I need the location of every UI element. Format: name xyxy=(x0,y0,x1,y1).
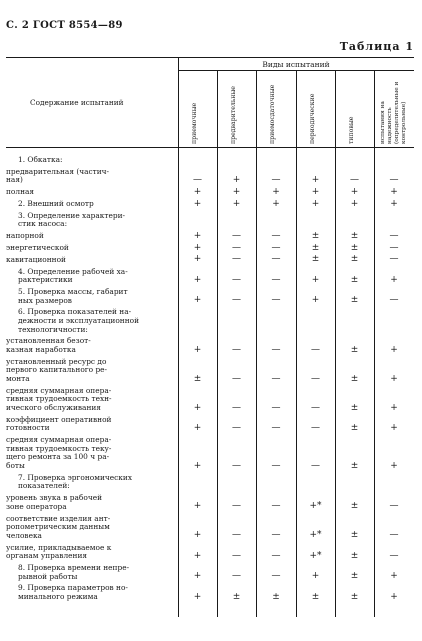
table-row-label: 3. Определение характери- стик насоса: xyxy=(18,210,126,229)
table-title: Таблица 1 xyxy=(339,40,414,53)
table-cell-mark: — xyxy=(389,242,399,253)
table-cell-mark: + xyxy=(311,295,320,306)
table-cell-mark: + xyxy=(390,460,398,471)
table-row-label: 2. Внешний осмотр xyxy=(18,199,94,208)
table-cell-mark: ± xyxy=(350,402,359,413)
table-cell-mark: ± xyxy=(311,254,320,265)
header-bottom-rule xyxy=(6,147,414,148)
table-cell-mark: ± xyxy=(350,254,359,265)
table-cell-mark: — xyxy=(232,530,241,541)
table-row-label: предварительная (частич- ная) xyxy=(6,166,110,185)
table-row-label: 8. Проверка времени непре- рывной работы xyxy=(18,563,130,581)
table-cell-mark: — xyxy=(271,501,281,512)
table-cell-mark: + xyxy=(390,198,398,209)
table-cell-mark: — xyxy=(271,460,281,471)
table-cell-mark: + xyxy=(272,186,280,197)
table-row-label: коэффициент оперативной готовности xyxy=(6,414,112,433)
table-cell-mark: — xyxy=(271,344,281,355)
table-cell-mark: — xyxy=(232,571,241,582)
column-header-label: приемосдаточные xyxy=(269,84,276,144)
table-cell-mark: + xyxy=(193,530,202,541)
table-cell-mark: ± xyxy=(311,242,320,253)
table-cell-mark: ± xyxy=(232,591,241,602)
table-cell-mark: — xyxy=(232,460,241,471)
table-row-label: установленный ресурс до первого капитального ре- монта xyxy=(6,356,108,383)
table-top-rule xyxy=(6,57,414,58)
table-row-label: 4. Определение рабочей ха- рактеристики xyxy=(18,266,128,285)
table-cell-mark: + xyxy=(193,501,202,512)
table-cell-mark: — xyxy=(232,373,241,384)
table-cell-mark: + xyxy=(193,295,202,306)
table-cell-mark: +* xyxy=(309,530,322,541)
table-cell-mark: + xyxy=(193,460,202,471)
table-cell-mark: ± xyxy=(311,591,320,602)
table-row-label: уровень звука в рабочей зоне оператора xyxy=(6,493,103,511)
table-cell-mark: — xyxy=(271,295,281,306)
table-row-label: установленная безот- казная наработка xyxy=(6,336,91,354)
column-divider xyxy=(256,70,257,617)
table-cell-mark: + xyxy=(193,571,202,582)
table-cell-mark: — xyxy=(232,242,241,253)
table-row-label: соответствие изделия ант- ропометрическим данным человека xyxy=(6,513,111,540)
table-cell-mark: + xyxy=(193,274,202,285)
table-cell-mark: + xyxy=(311,174,320,185)
table-cell-mark: ± xyxy=(350,242,359,253)
table-cell-mark: + xyxy=(193,242,202,253)
table-cell-mark: + xyxy=(311,186,320,197)
table-row-label: энергетической xyxy=(6,243,69,252)
table-cell-mark: — xyxy=(232,254,241,265)
table-cell-mark: — xyxy=(271,422,281,433)
column-header-label: испытания на надежность (определительные и контрольные) xyxy=(380,81,407,144)
column-header-label: приемочные xyxy=(190,102,198,144)
column-divider xyxy=(217,70,218,617)
table-cell-mark: — xyxy=(389,295,399,306)
table-cell-mark: ± xyxy=(193,373,202,384)
table-cell-mark: ± xyxy=(350,530,359,541)
table-cell-mark: + xyxy=(311,571,320,582)
table-cell-mark: + xyxy=(390,591,398,602)
table-cell-mark: — xyxy=(389,550,399,561)
table-cell-mark: — xyxy=(271,373,281,384)
table-cell-mark: — xyxy=(311,402,320,413)
first-column-header: Содержание испытаний xyxy=(30,98,124,107)
table-row-label: средняя суммарная опера- тивная трудоемкость теку- щего ремонта за 100 ч ра- боты xyxy=(6,435,112,470)
table-cell-mark: ± xyxy=(350,460,359,471)
table-cell-mark: — xyxy=(232,344,241,355)
table-cell-mark: + xyxy=(390,402,398,413)
column-divider xyxy=(374,70,375,617)
column-header-label: периодические xyxy=(308,93,316,144)
table-cell-mark: + xyxy=(193,230,202,241)
table-cell-mark: ± xyxy=(350,550,359,561)
table-cell-mark: — xyxy=(350,174,359,185)
table-cell-mark: — xyxy=(271,550,281,561)
table-cell-mark: — xyxy=(389,174,399,185)
column-divider xyxy=(296,70,297,617)
table-cell-mark: — xyxy=(232,230,241,241)
table-cell-mark: — xyxy=(271,254,281,265)
table-cell-mark: — xyxy=(311,373,320,384)
table-cell-mark: — xyxy=(271,571,281,582)
table-cell-mark: — xyxy=(232,422,241,433)
table-row-label: 5. Проверка массы, габарит ных размеров xyxy=(18,287,128,305)
table-cell-mark: + xyxy=(193,402,202,413)
table-cell-mark: ± xyxy=(350,422,359,433)
table-cell-mark: — xyxy=(311,422,320,433)
table-row-label: 9. Проверка параметров но- минального режима xyxy=(18,583,128,601)
table-cell-mark: + xyxy=(311,274,320,285)
table-cell-mark: + xyxy=(232,198,241,209)
table-cell-mark: + xyxy=(193,198,202,209)
table-cell-mark: +* xyxy=(309,550,322,561)
first-col-divider xyxy=(178,57,179,617)
table-cell-mark: — xyxy=(389,501,399,512)
table-cell-mark: + xyxy=(350,186,359,197)
table-cell-mark: + xyxy=(193,550,202,561)
table-cell-mark: + xyxy=(193,591,202,602)
table-cell-mark: + xyxy=(390,274,398,285)
table-row-label: 6. Проверка показателей на- дежности и эксплуатационной технологичности: xyxy=(18,307,140,334)
table-cell-mark: ± xyxy=(311,230,320,241)
table-row-label: полная xyxy=(6,187,35,197)
table-row-label: напорной xyxy=(6,231,44,241)
table-cell-mark: + xyxy=(390,571,398,582)
table-cell-mark: — xyxy=(193,174,202,185)
table-cell-mark: ± xyxy=(350,295,359,306)
table-cell-mark: — xyxy=(232,550,241,561)
group-header: Виды испытаний xyxy=(262,60,330,69)
table-cell-mark: — xyxy=(232,295,241,306)
table-cell-mark: + xyxy=(390,422,398,433)
table-row-label: средняя суммарная опера- тивная трудоемкость техн- ического обслуживания xyxy=(6,385,112,412)
table-row-label: 1. Обкатка: xyxy=(18,155,63,164)
table-cell-mark: ± xyxy=(350,373,359,384)
table-cell-mark: — xyxy=(271,530,281,541)
table-cell-mark: + xyxy=(232,174,241,185)
table-cell-mark: + xyxy=(272,198,280,209)
table-cell-mark: — xyxy=(311,460,320,471)
table-row-label: кавитационной xyxy=(6,254,66,264)
table-cell-mark: — xyxy=(232,274,241,285)
table-cell-mark: + xyxy=(390,186,398,197)
table-cell-mark: ± xyxy=(350,591,359,602)
table-cell-mark: — xyxy=(311,344,320,355)
table-cell-mark: ± xyxy=(350,501,359,512)
column-header-label: предварительные xyxy=(229,86,237,144)
table-cell-mark: + xyxy=(311,198,320,209)
table-cell-mark: ± xyxy=(272,591,280,602)
column-divider xyxy=(335,70,336,617)
table-cell-mark: — xyxy=(271,242,281,253)
table-cell-mark: — xyxy=(389,230,399,241)
table-cell-mark: ± xyxy=(350,571,359,582)
table-cell-mark: + xyxy=(193,422,202,433)
table-cell-mark: ± xyxy=(350,274,359,285)
table-cell-mark: + xyxy=(193,254,202,265)
table-row-label: 7. Проверка эргономических показателей: xyxy=(18,472,133,491)
table-cell-mark: +* xyxy=(309,501,322,512)
table-cell-mark: — xyxy=(232,402,241,413)
table-cell-mark: — xyxy=(271,402,281,413)
table-cell-mark: — xyxy=(389,254,399,265)
table-cell-mark: + xyxy=(193,344,202,355)
column-header-label: типовые xyxy=(347,116,355,144)
table-cell-mark: — xyxy=(232,501,241,512)
page-header: С. 2 ГОСТ 8554—89 xyxy=(6,20,123,31)
table-cell-mark: + xyxy=(193,186,202,197)
table-row-label: усилие, прикладываемое к органам управления xyxy=(6,542,112,561)
table-cell-mark: + xyxy=(390,344,398,355)
table-cell-mark: ± xyxy=(350,344,359,355)
table-cell-mark: + xyxy=(350,198,359,209)
table-cell-mark: + xyxy=(390,373,398,384)
table-cell-mark: — xyxy=(271,174,281,185)
table-cell-mark: + xyxy=(232,186,241,197)
table-cell-mark: — xyxy=(271,274,281,285)
table-cell-mark: ± xyxy=(350,230,359,241)
table-cell-mark: — xyxy=(271,230,281,241)
table-cell-mark: — xyxy=(389,530,399,541)
